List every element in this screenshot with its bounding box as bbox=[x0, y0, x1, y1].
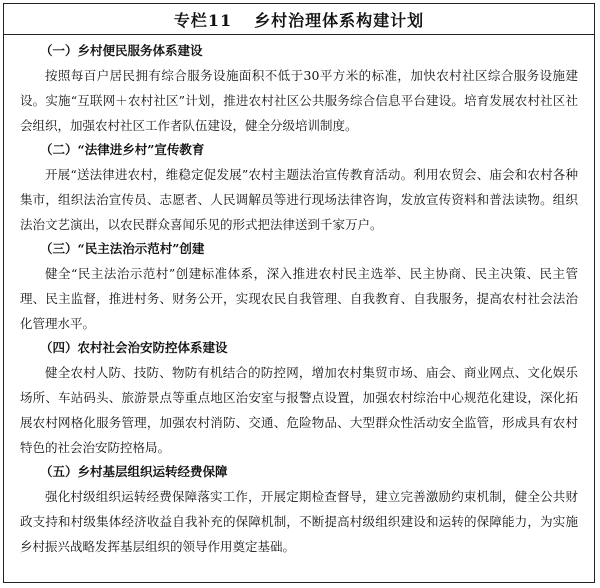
section-heading-5: （五）乡村基层组织运转经费保障 bbox=[40, 464, 228, 479]
box-label: 专栏11 bbox=[173, 10, 233, 30]
section-heading-2: （二）“法律进乡村”宣传教育 bbox=[40, 142, 205, 157]
feature-box bbox=[3, 3, 595, 583]
section-heading-1: （一）乡村便民服务体系建设 bbox=[40, 43, 203, 58]
section-body-2: 开展“送法律进农村，维稳定促发展”农村主题法治宣传教育活动。利用农贸会、庙会和农村各种集市，组织法治宣传员、志愿者、人民调解员等进行现场法律咨询，发放宣传资料和普法读物。组织法治文艺演出，以农民群众喜闻乐见的形式把法律送到千家万户。 bbox=[20, 167, 578, 232]
section-heading-4: （四）农村社会治安防控体系建设 bbox=[40, 340, 228, 355]
box-title: 乡村治理体系构建计划 bbox=[254, 10, 425, 30]
section-body-3: 健全“民主法治示范村”创建标准体系，深入推进农村民主选举、民主协商、民主决策、民主管理、民主监督，推进村务、财务公开，实现农民自我管理、自我教育、自我服务，提高农村社会法治化管理水平。 bbox=[20, 266, 578, 331]
box-content bbox=[4, 35, 594, 559]
section-body-1: 按照每百户居民拥有综合服务设施面积不低于30平方米的标准，加快农村社区综合服务设施建设。实施“互联网＋农村社区”计划，推进农村社区公共服务综合信息平台建设。培育发展农村社区社会组织，加强农村社区工作者队伍建设，健全分级培训制度。 bbox=[20, 68, 578, 133]
section-body-4: 健全农村人防、技防、物防有机结合的防控网，增加农村集贸市场、庙会、商业网点、文化娱乐场所、车站码头、旅游景点等重点地区治安室与报警点设置，加强农村综治中心规范化建设，深化拓展农村网格化服务管理，加强农村消防、交通、危险物品、大型群众性活动安全监管，形成具有农村特色的社会治安防控格局。 bbox=[20, 365, 578, 455]
section-heading-3: （三）“民主法治示范村”创建 bbox=[40, 241, 205, 256]
box-title-bar bbox=[4, 4, 594, 35]
section-body-5: 强化村级组织运转经费保障落实工作，开展定期检查督导，建立完善激励约束机制，健全公共财政支持和村级集体经济收益自我补充的保障机制，不断提高村级组织建设和运转的保障能力，为实施乡村振兴战略发挥基层组织的领导作用奠定基础。 bbox=[20, 489, 578, 554]
